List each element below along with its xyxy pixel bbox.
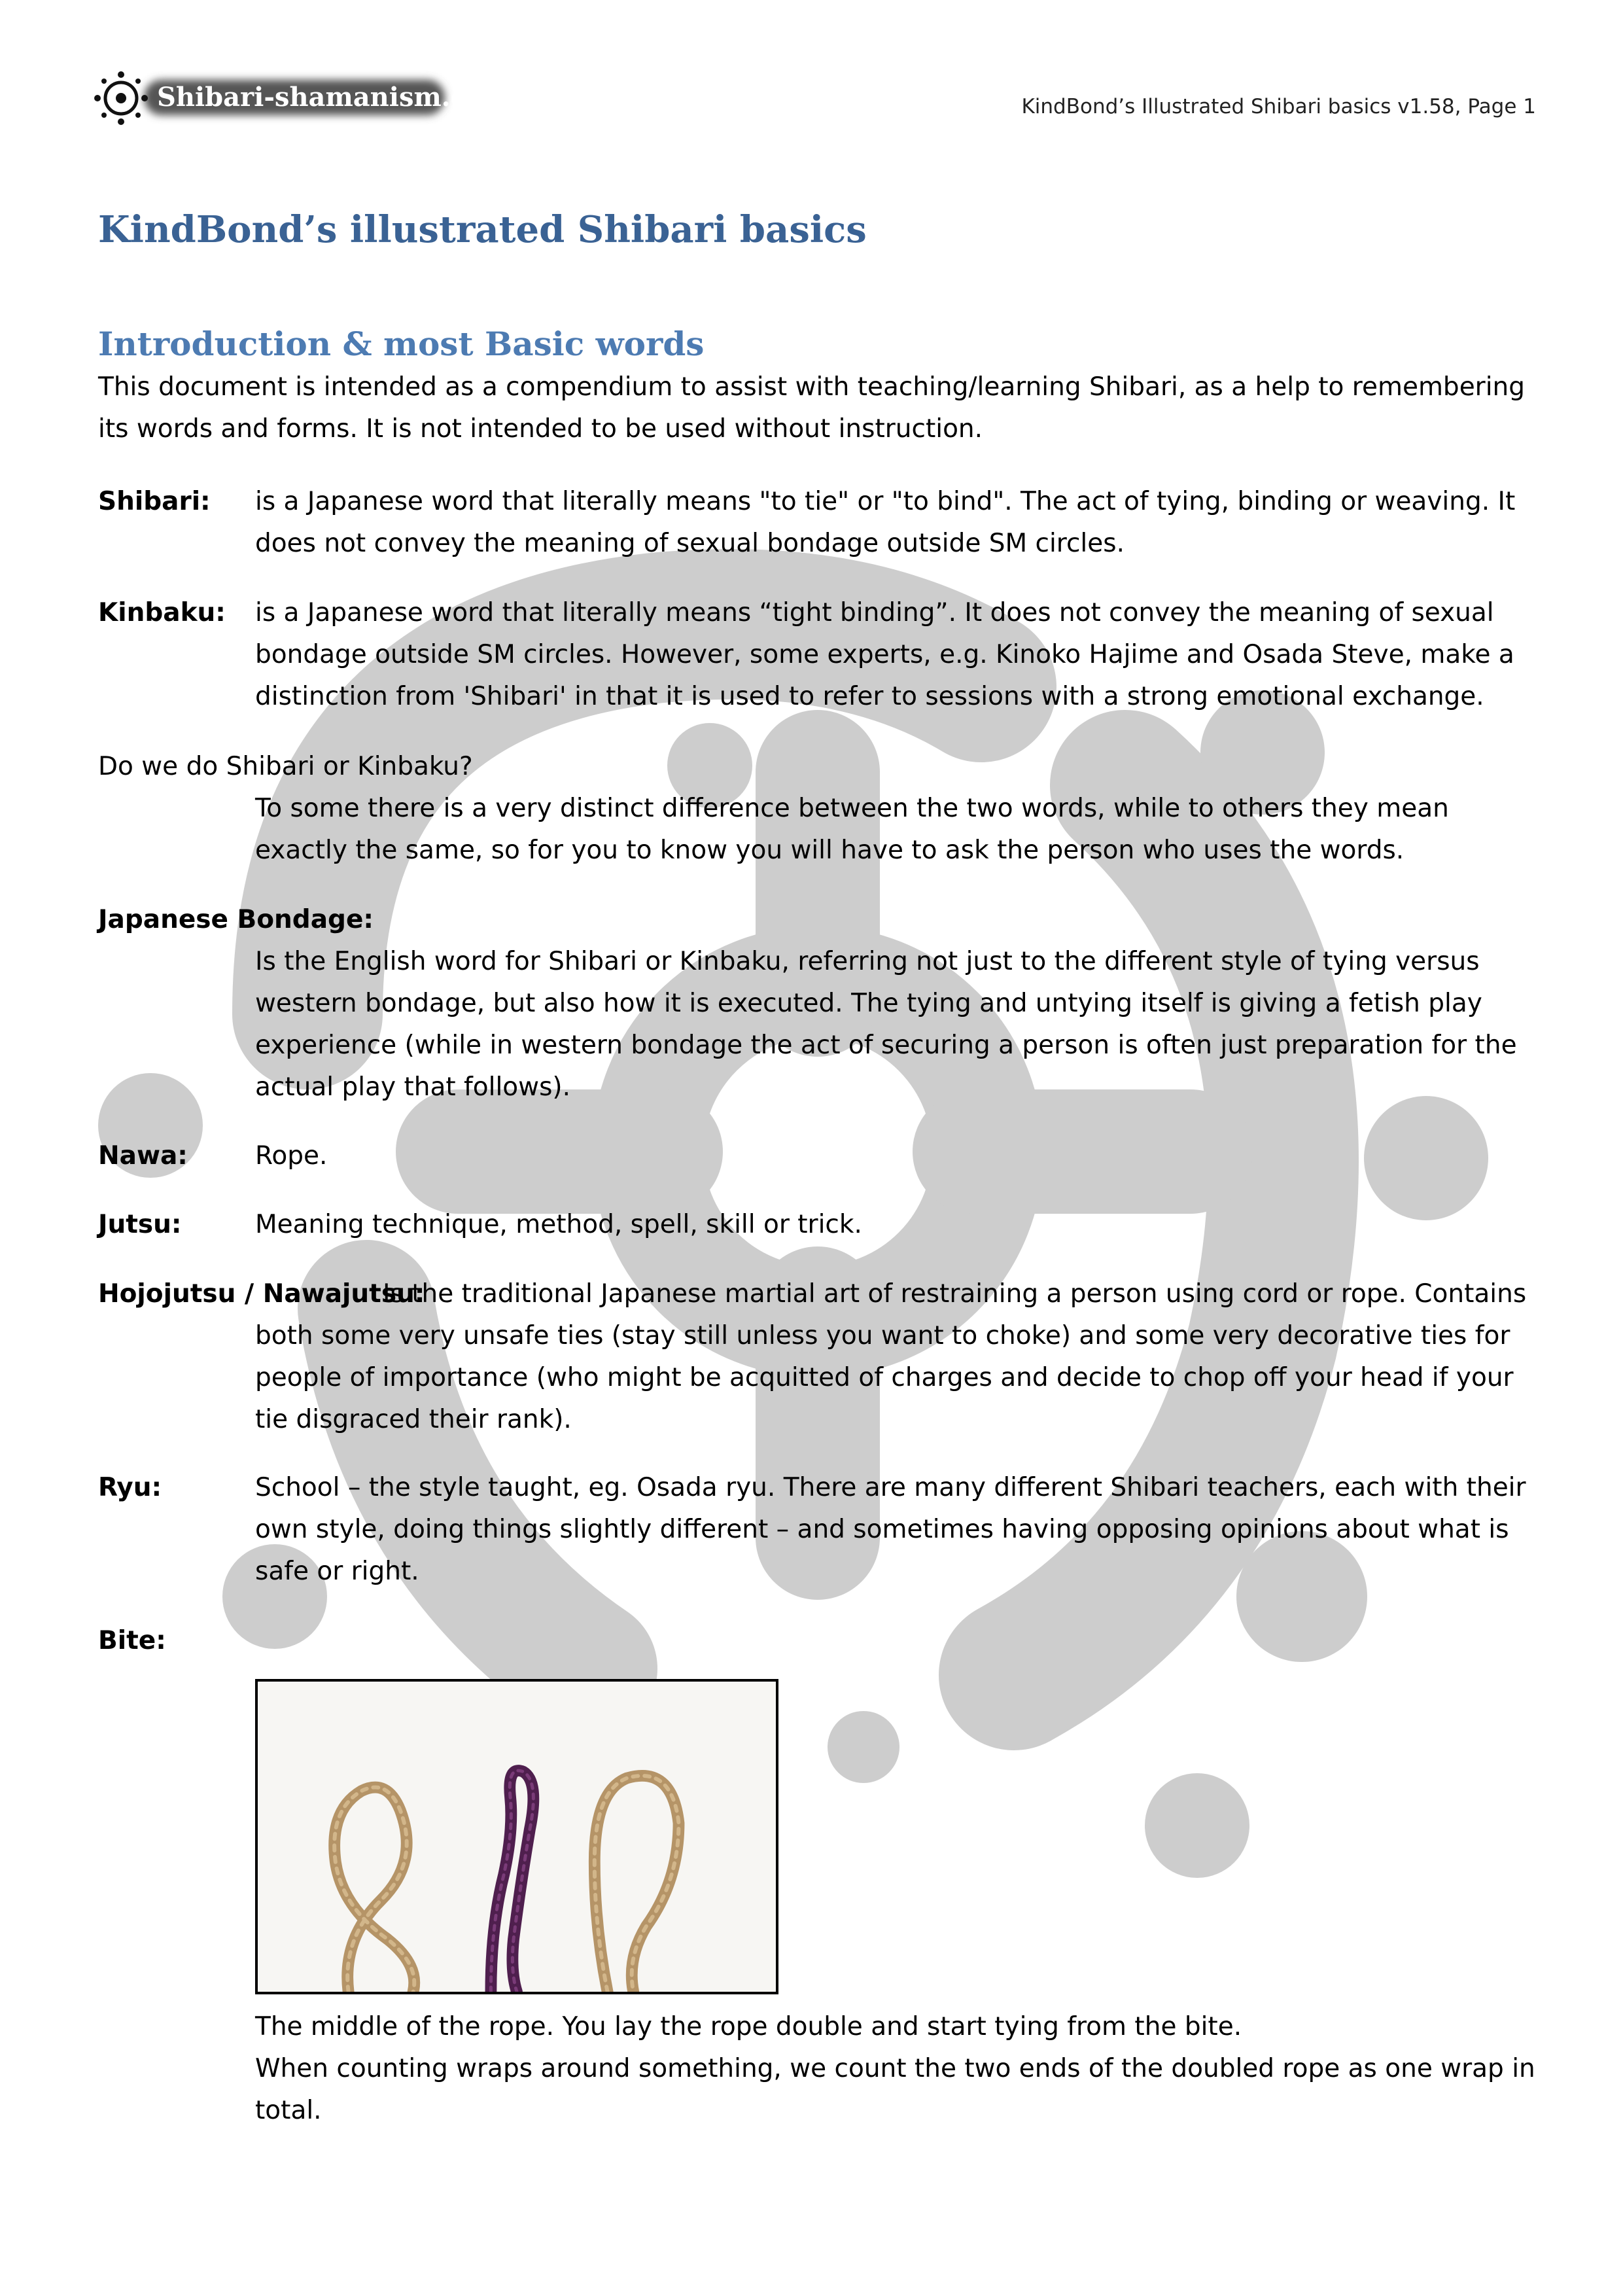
term-nawa: Nawa: [98, 1141, 188, 1171]
bite-caption-line-1: The middle of the rope. You lay the rope double and start tying from the bite. [255, 2012, 1242, 2041]
rope-bite-photo [255, 1679, 778, 1994]
term-ryu: Ryu: [98, 1473, 162, 1502]
definition-japanese-bondage: Is the English word for Shibari or Kinbaku, referring not just to the different style of tying versus western bondage, but also how it is executed. The tying and untying itself is giving a fetish play experience (while in western bondage the act of securing a person is often just preparation for the actual play that follows). [255, 947, 1517, 1102]
term-jutsu: Jutsu: [98, 1210, 182, 1239]
definition-hojojutsu-first-line: Is the traditional Japanese martial art of restraining a person using cord or rope. Contains [383, 1279, 1527, 1309]
definition-jutsu: Meaning technique, method, spell, skill or trick. [255, 1210, 862, 1239]
intro-paragraph: This document is intended as a compendium to assist with teaching/learning Shibari, as a help to remembering its words and forms. It is not intended to be used without instruction. [98, 372, 1526, 444]
term-japanese-bondage: Japanese Bondage: [98, 905, 374, 934]
definition-nawa: Rope. [255, 1141, 328, 1171]
answer-shibari-or-kinbaku: To some there is a very distinct difference between the two words, while to others they mean exactly the same, so for you to know you will have to ask the person who uses the words. [255, 794, 1449, 865]
sun-wheel-icon [94, 71, 148, 125]
term-kinbaku: Kinbaku: [98, 598, 226, 627]
question-shibari-or-kinbaku: Do we do Shibari or Kinbaku? [98, 752, 473, 781]
site-logo [92, 65, 458, 131]
term-shibari: Shibari: [98, 487, 211, 516]
bite-caption-line-2: When counting wraps around something, we count the two ends of the doubled rope as one wrap in total. [255, 2054, 1535, 2125]
definition-shibari: is a Japanese word that literally means "to tie" or "to bind". The act of tying, binding or weaving. It does not convey the meaning of sexual bondage outside SM circles. [255, 487, 1516, 558]
term-bite: Bite: [98, 1626, 166, 1655]
definition-ryu: School – the style taught, eg. Osada ryu. There are many different Shibari teachers, each with their own style, doing things slightly different – and sometimes having opposing opinions about what is safe or right. [255, 1473, 1526, 1586]
section-heading: Introduction & most Basic words [98, 325, 705, 363]
term-hojojutsu: Hojojutsu / Nawajutsu: [98, 1279, 425, 1309]
definition-hojojutsu: both some very unsafe ties (stay still unless you want to choke) and some very decorative ties for people of importance (who might be acquitted of charges and decide to chop off your head if your tie disgraced their rank). [255, 1321, 1514, 1434]
logo-text: Shibari-shamanism.dk [157, 82, 458, 113]
definition-kinbaku: is a Japanese word that literally means “tight binding”. It does not convey the meaning of sexual bondage outside SM circles. However, some experts, e.g. Kinoko Hajime and Osada Steve, make a distinction from 'Shibari' in that it is used to refer to sessions with a strong emotional exchange. [255, 598, 1514, 711]
document-title: KindBond’s illustrated Shibari basics [98, 208, 867, 251]
running-header: KindBond’s Illustrated Shibari basics v1.58, Page 1 [1021, 95, 1536, 118]
